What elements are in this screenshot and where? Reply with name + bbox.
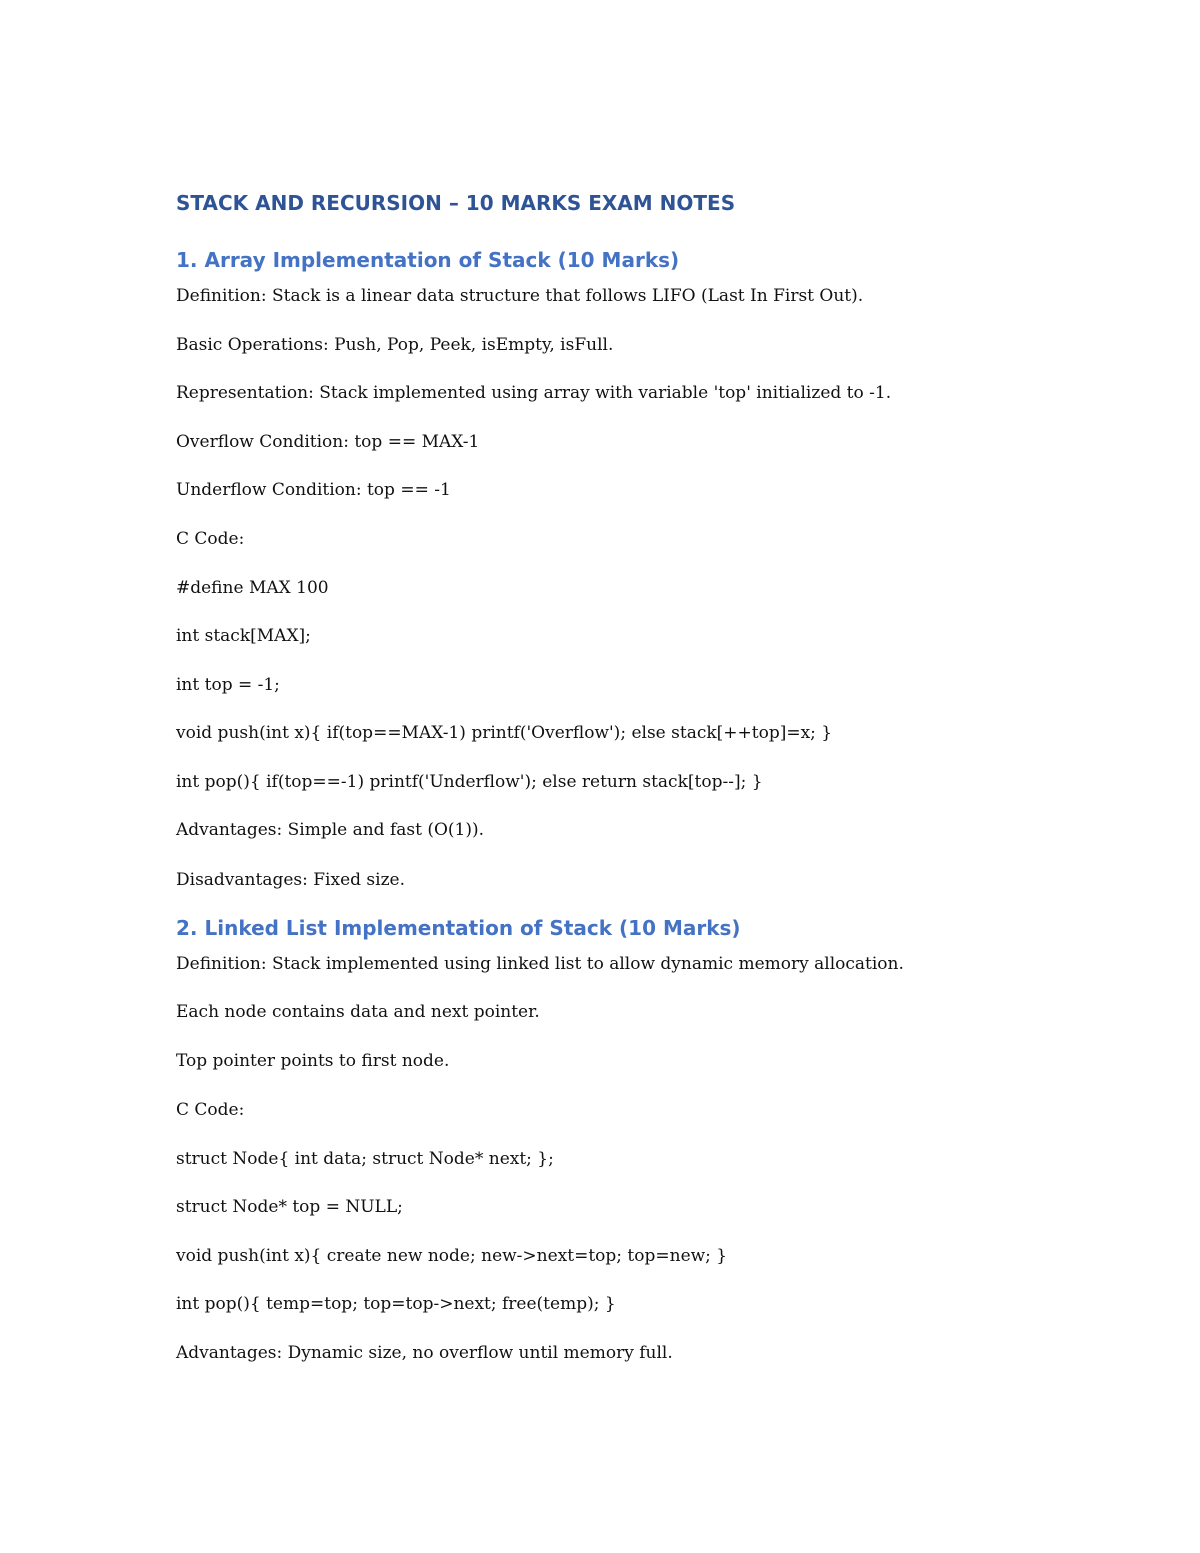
paragraph: Advantages: Dynamic size, no overflow until memory full. bbox=[176, 1343, 673, 1363]
section-heading-array-stack: 1. Array Implementation of Stack (10 Marks) bbox=[176, 248, 680, 272]
paragraph: Definition: Stack implemented using linked list to allow dynamic memory allocation. bbox=[176, 954, 904, 974]
paragraph: Definition: Stack is a linear data structure that follows LIFO (Last In First Out). bbox=[176, 286, 864, 306]
paragraph: C Code: bbox=[176, 1100, 245, 1120]
code-line: int pop(){ if(top==-1) printf('Underflow'); else return stack[top--]; } bbox=[176, 772, 763, 792]
paragraph: Overflow Condition: top == MAX-1 bbox=[176, 432, 480, 452]
paragraph: Advantages: Simple and fast (O(1)). bbox=[176, 820, 485, 840]
code-line: struct Node{ int data; struct Node* next; }; bbox=[176, 1149, 554, 1169]
code-line: void push(int x){ if(top==MAX-1) printf('Overflow'); else stack[++top]=x; } bbox=[176, 723, 833, 743]
paragraph: Disadvantages: Fixed size. bbox=[176, 870, 406, 890]
code-line: int stack[MAX]; bbox=[176, 626, 311, 646]
code-line: int pop(){ temp=top; top=top->next; free(temp); } bbox=[176, 1294, 616, 1314]
paragraph: C Code: bbox=[176, 529, 245, 549]
paragraph: Each node contains data and next pointer. bbox=[176, 1002, 540, 1022]
paragraph: Basic Operations: Push, Pop, Peek, isEmpty, isFull. bbox=[176, 335, 614, 355]
code-line: #define MAX 100 bbox=[176, 578, 329, 598]
paragraph: Underflow Condition: top == -1 bbox=[176, 480, 451, 500]
document-title: STACK AND RECURSION – 10 MARKS EXAM NOTES bbox=[176, 191, 736, 215]
section-heading-linked-list-stack: 2. Linked List Implementation of Stack (10 Marks) bbox=[176, 916, 741, 940]
code-line: int top = -1; bbox=[176, 675, 280, 695]
code-line: struct Node* top = NULL; bbox=[176, 1197, 403, 1217]
paragraph: Representation: Stack implemented using array with variable 'top' initialized to -1. bbox=[176, 383, 892, 403]
code-line: void push(int x){ create new node; new->next=top; top=new; } bbox=[176, 1246, 728, 1266]
paragraph: Top pointer points to first node. bbox=[176, 1051, 450, 1071]
